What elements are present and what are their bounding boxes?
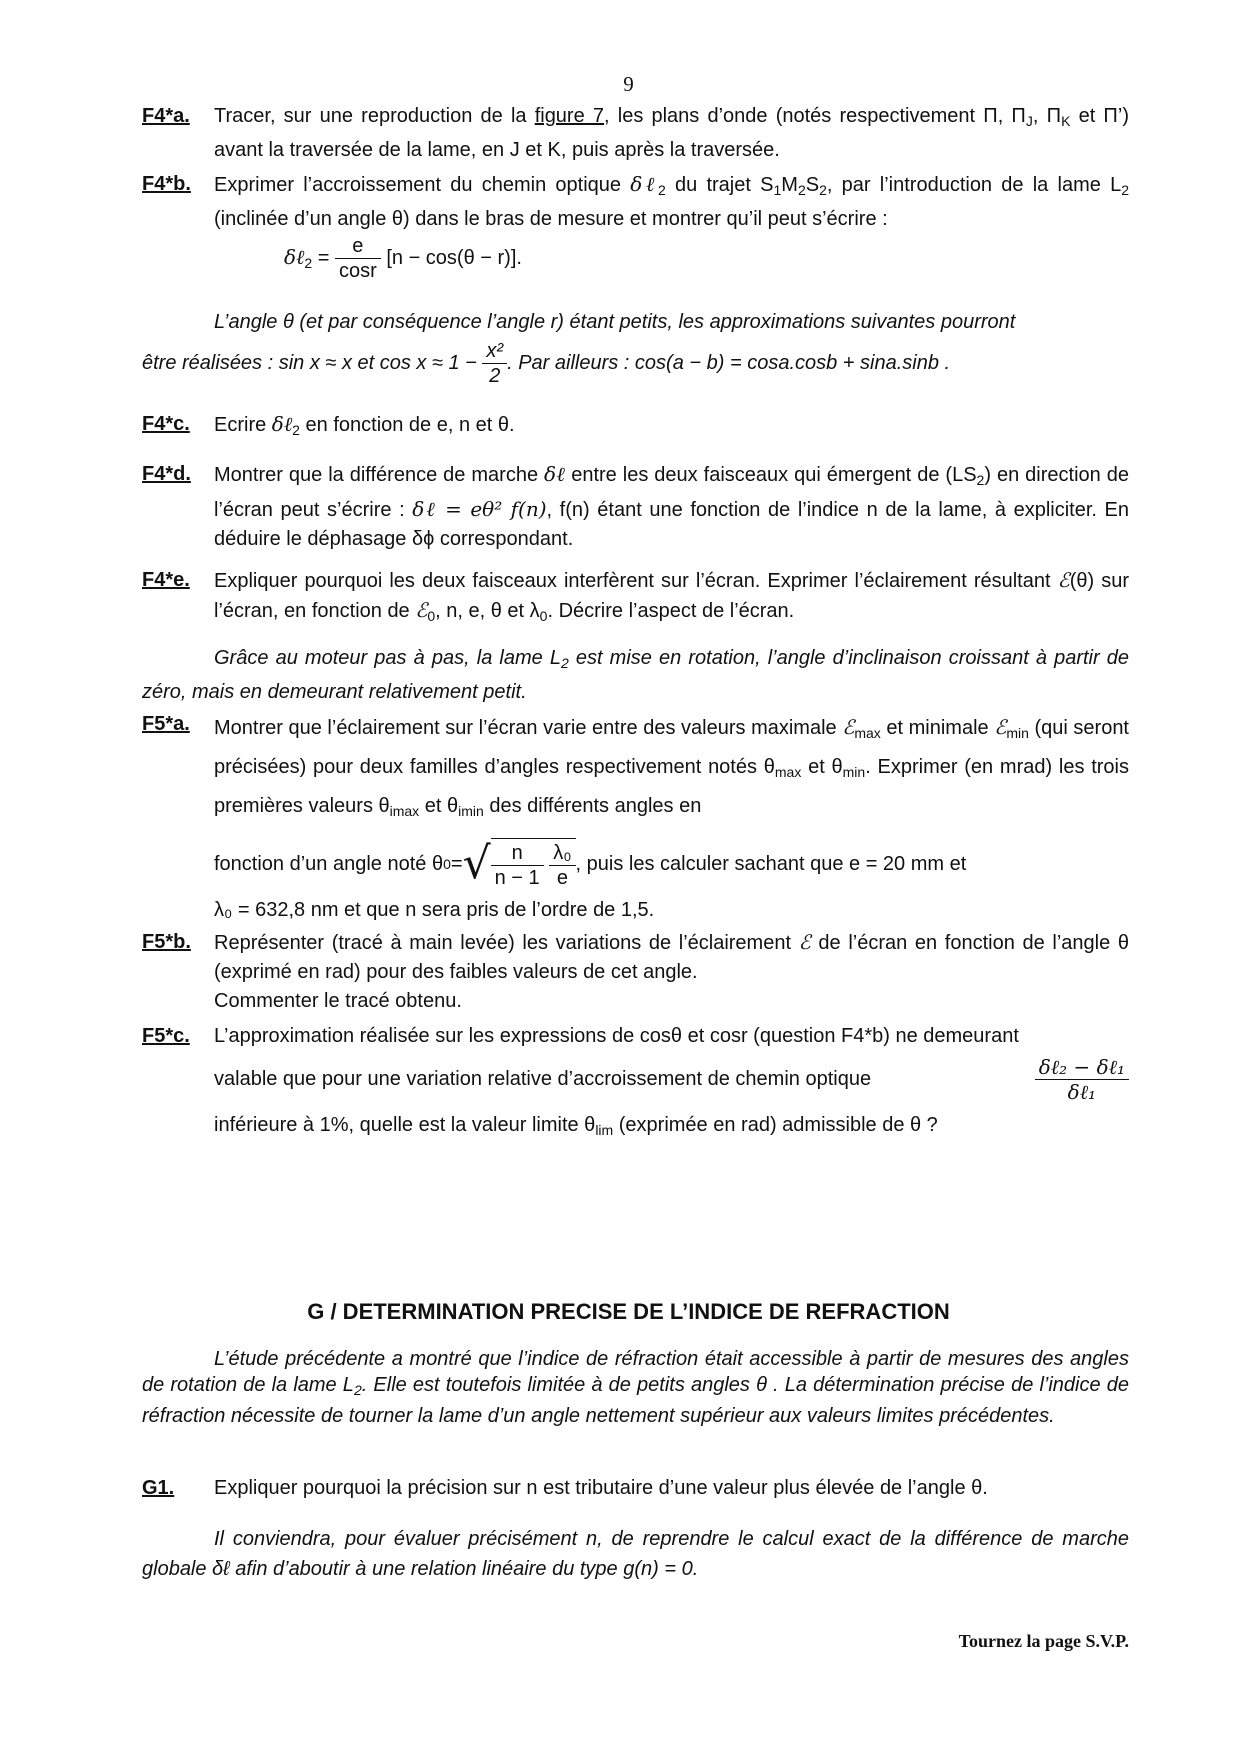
- subscript: 2: [976, 472, 985, 488]
- numerator: x²: [482, 339, 507, 364]
- fraction: [1035, 1055, 1129, 1104]
- question-label: F5*c.: [142, 1025, 190, 1047]
- question-f4c: [142, 410, 1129, 445]
- subscript: J: [1025, 113, 1033, 129]
- subscript: 2: [1121, 182, 1130, 198]
- fraction: [482, 339, 507, 388]
- text: . Décrire l’aspect de l’écran.: [547, 600, 795, 622]
- text: , les plans d’onde (notés respectivement Π, Π: [604, 105, 1026, 127]
- text: Représenter (tracé à main levée) les variations de l’éclairement: [214, 932, 799, 954]
- subscript: 0: [443, 855, 451, 872]
- question-text: [214, 410, 1129, 445]
- math-symbol: δℓ: [544, 462, 566, 486]
- figure-reference: figure 7: [534, 105, 605, 127]
- illuminance-symbol: ℰ: [842, 715, 855, 739]
- text-paragraph: [142, 1346, 1129, 1429]
- expression: [n − cos(θ − r)].: [386, 246, 522, 269]
- math-symbol: δℓ: [630, 172, 658, 196]
- illuminance-symbol: ℰ: [798, 930, 811, 954]
- equals: =: [312, 246, 335, 269]
- text: (inclinée d’un angle θ) dans le bras de mesure et montrer qu’il peut s’écrire :: [214, 208, 888, 230]
- subscript: max: [854, 725, 881, 741]
- question-label: F4*b.: [142, 173, 191, 195]
- subscript: imin: [458, 803, 484, 819]
- text: Montrer que la différence de marche: [214, 464, 545, 486]
- question-label: F5*b.: [142, 931, 191, 953]
- footer-turn-page: Tournez la page S.V.P.: [958, 1631, 1129, 1651]
- subscript: 1: [773, 182, 782, 198]
- illuminance-symbol: ℰ: [994, 715, 1007, 739]
- fraction: [549, 841, 575, 890]
- text-line: [214, 1111, 1129, 1145]
- note-rotation: [142, 644, 1129, 707]
- text: (exprimée en rad) admissible de θ ?: [613, 1114, 938, 1136]
- text-line: [214, 1051, 1129, 1107]
- text-line: Commenter le tracé obtenu.: [214, 990, 462, 1012]
- numerator: λ₀: [549, 841, 575, 866]
- text: S: [805, 174, 820, 196]
- text: . Par ailleurs : cos(a − b) = cosa.cosb + sina.sinb .: [507, 351, 951, 374]
- text: et Π’) avant la traversée de la lame, en J et K, puis après la traversée.: [214, 105, 1129, 161]
- text: est mise en rotation, l’angle d’inclinaison croissant à partir de zéro, mais en demeurant relativement petit.: [142, 647, 1129, 703]
- illuminance-symbol: ℰ: [1057, 568, 1070, 592]
- question-text: [214, 170, 1129, 290]
- subscript: 2: [797, 182, 806, 198]
- subscript: lim: [595, 1122, 614, 1138]
- numerator: n: [491, 841, 544, 866]
- text: Montrer que l’éclairement sur l’écran varie entre des valeurs maximale: [214, 717, 843, 739]
- question-f5a: [142, 710, 1129, 925]
- square-root: [463, 838, 576, 890]
- text: , Π: [1032, 105, 1062, 127]
- question-label: F4*e.: [142, 569, 190, 591]
- section-g-intro: [142, 1346, 1129, 1429]
- denominator: cosr: [338, 260, 377, 282]
- equals: =: [450, 852, 463, 875]
- text: , f(n) étant une fonction de l’indice n de la lame, à expliciter. En déduire le déphasage δϕ correspondant.: [214, 499, 1130, 550]
- denominator: δℓ₁: [1067, 1079, 1097, 1104]
- subscript: 2: [561, 655, 569, 671]
- question-text: [214, 566, 1129, 631]
- subscript: 2: [819, 182, 827, 198]
- question-label: G1.: [142, 1477, 175, 1499]
- subscript: 2: [353, 1382, 362, 1398]
- text: valable que pour une variation relative d’accroissement de chemin optique: [214, 1067, 872, 1090]
- text: L’étude précédente a montré que l’indice de réfraction était accessible à partir de mesures des angles de rotation de la lame L: [142, 1348, 1129, 1396]
- text: (θ) sur l’écran, en fonction de: [214, 570, 1129, 622]
- subscript: K: [1061, 113, 1071, 129]
- text: inférieure à 1%, quelle est la valeur limite θ: [214, 1114, 596, 1136]
- subscript: 0: [539, 608, 548, 624]
- page-number: 9: [623, 72, 634, 96]
- question-f4e: [142, 566, 1129, 631]
- question-f4b: [142, 170, 1129, 290]
- formula: δℓ = eθ² f(n): [412, 497, 547, 521]
- question-label: F4*d.: [142, 463, 191, 485]
- question-label: F5*a.: [142, 713, 190, 735]
- text: Expliquer pourquoi les deux faisceaux interfèrent sur l’écran. Exprimer l’éclairement résultant: [214, 570, 1058, 592]
- text: , par l’introduction de la lame L: [826, 174, 1122, 196]
- text: et θ: [801, 756, 843, 778]
- radical-sign: √: [462, 838, 491, 889]
- question-f4d: [142, 460, 1129, 554]
- text: , n, e, θ et λ: [435, 600, 540, 622]
- question-label: F4*c.: [142, 413, 190, 435]
- text: Ecrire: [214, 414, 272, 436]
- note-exact-calculation: [142, 1524, 1129, 1584]
- question-label: F4*a.: [142, 105, 190, 127]
- text: Grâce au moteur pas à pas, la lame L: [214, 647, 561, 669]
- fraction: [335, 234, 381, 283]
- text: M: [781, 174, 798, 196]
- section-heading: G / DETERMINATION PRECISE DE L’INDICE DE REFRACTION: [307, 1299, 950, 1324]
- radicand: [491, 838, 576, 890]
- subscript: min: [1006, 725, 1029, 741]
- text: entre les deux faisceaux qui émergent de (LS: [565, 464, 977, 486]
- question-g1: [142, 1474, 1129, 1503]
- text-line: λ₀ = 632,8 nm et que n sera pris de l’ordre de 1,5.: [214, 899, 655, 921]
- text: ) en direction de l’écran peut s’écrire :: [214, 464, 1129, 521]
- question-f4a: [142, 102, 1129, 165]
- equation-theta0: [214, 834, 1129, 894]
- question-text: Expliquer pourquoi la précision sur n est tributaire d’une valeur plus élevée de l’angle θ.: [214, 1477, 988, 1499]
- math-symbol: δℓ: [271, 412, 293, 436]
- text-paragraph: [142, 644, 1129, 707]
- question-text: [214, 710, 1129, 925]
- text: Exprimer l’accroissement du chemin optique: [214, 174, 631, 196]
- text-line: [142, 339, 1129, 388]
- denominator: n − 1: [494, 867, 540, 889]
- subscript: max: [774, 764, 802, 780]
- text-line: L’angle θ (et par conséquence l’angle r) étant petits, les approximations suivantes pourront: [214, 311, 1016, 333]
- subscript: 0: [427, 608, 436, 624]
- text-paragraph: Il conviendra, pour évaluer précisément n, de reprendre le calcul exact de la différence de marche globale δℓ afin d’aboutir à une relation linéaire du type g(n) = 0.: [142, 1528, 1129, 1580]
- question-text: [214, 460, 1129, 554]
- note-approximations: [142, 308, 1129, 388]
- numerator: δℓ₂ − δℓ₁: [1035, 1055, 1129, 1080]
- math-symbol: δℓ: [284, 244, 305, 269]
- subscript: min: [842, 764, 866, 780]
- text: du trajet S: [665, 174, 774, 196]
- subscript: 2: [657, 182, 666, 198]
- illuminance-symbol: ℰ: [415, 598, 428, 622]
- question-text: [214, 1022, 1129, 1145]
- text: . Elle est toutefois limitée à de petits angles θ . La détermination précise de l’indice de réfraction nécessite de tourner la lame d’un angle nettement supérieur aux valeurs limites précédentes.: [142, 1374, 1129, 1427]
- text: Tracer, sur une reproduction de la: [214, 105, 535, 127]
- text-line: L’approximation réalisée sur les expressions de cosθ et cosr (question F4*b) ne demeurant: [214, 1025, 1019, 1047]
- text: être réalisées : sin x ≈ x et cos x ≈ 1 −: [142, 351, 483, 374]
- text: des différents angles en: [483, 795, 702, 817]
- text: de l’écran en fonction de l’angle θ (exprimé en rad) pour des faibles valeurs de cet angle.: [214, 932, 1129, 983]
- text: , puis les calculer sachant que e = 20 mm et: [575, 852, 967, 875]
- question-f5c: [142, 1022, 1129, 1145]
- text: . Exprimer (en mrad) les trois premières valeurs θ: [214, 756, 1130, 817]
- text: fonction d’un angle noté θ: [214, 852, 444, 875]
- text: et θ: [419, 795, 459, 817]
- equation-f4b: [214, 234, 1129, 290]
- subscript: 2: [304, 254, 313, 271]
- text: en fonction de e, n et θ.: [299, 414, 515, 436]
- text: (qui seront précisées) pour deux familles d’angles respectivement notés θ: [214, 717, 1129, 778]
- denominator: e: [556, 867, 568, 889]
- question-text: [214, 102, 1129, 165]
- question-text: [214, 928, 1129, 1016]
- text: et minimale: [880, 717, 995, 739]
- subscript: imax: [389, 803, 420, 819]
- question-f5b: [142, 928, 1129, 1016]
- denominator: 2: [489, 365, 501, 387]
- text-paragraph: [214, 710, 1129, 828]
- fraction: [491, 841, 544, 890]
- numerator: e: [335, 234, 381, 259]
- subscript: 2: [292, 422, 300, 438]
